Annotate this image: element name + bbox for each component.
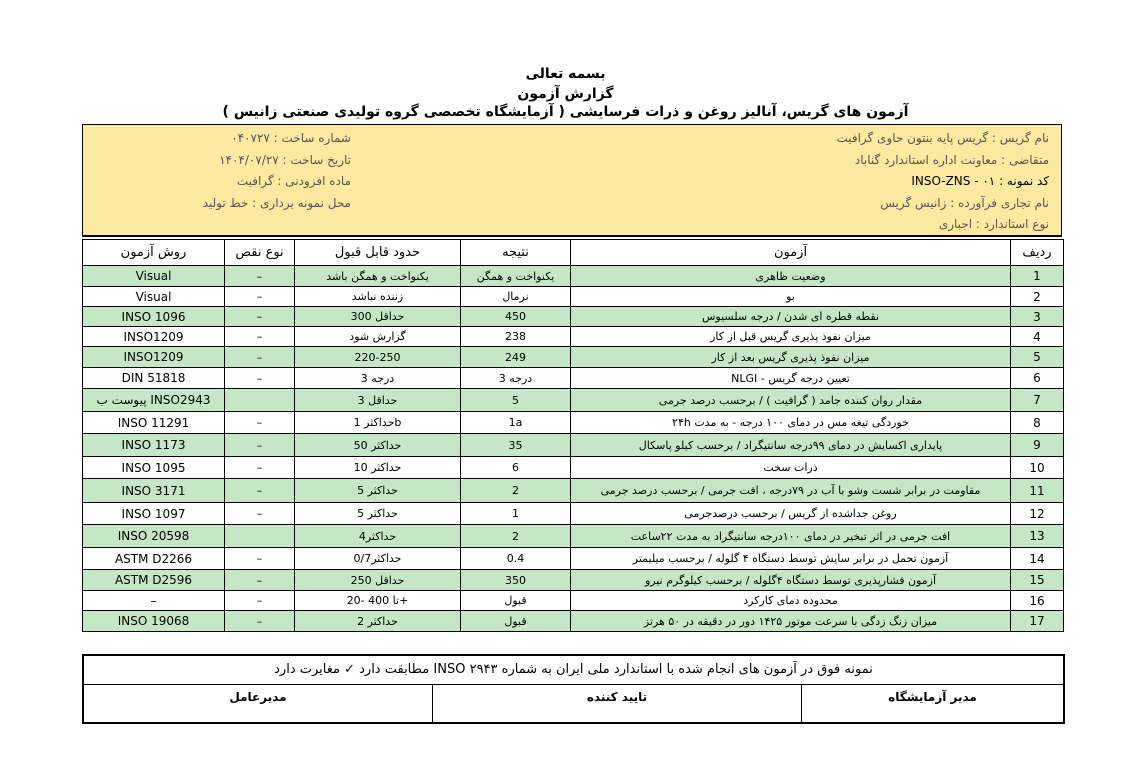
header-result: نتیجه bbox=[461, 240, 571, 266]
cell-test: میزان زنگ زدگی با سرعت موتور ۱۴۲۵ دور در دقیقه در ۵۰ هرتز bbox=[571, 611, 1011, 632]
cell-result: 1a bbox=[461, 412, 571, 434]
cell-method: INSO 20598 bbox=[83, 525, 225, 548]
header-defect: نوع نقص bbox=[225, 240, 295, 266]
cell-method: INSO1209 bbox=[83, 347, 225, 368]
cell-limit: حداکثر4 bbox=[295, 525, 461, 548]
cell-test: مقاومت در برابر شست وشو با آب در ۷۹درجه ، افت جرمی / برحسب درصد جرمی bbox=[571, 479, 1011, 503]
cell-row-number: 1 bbox=[1011, 266, 1064, 287]
cell-defect: – bbox=[225, 287, 295, 307]
info-sampling-location: محل نمونه برداری : خط تولید bbox=[202, 196, 351, 210]
table-row bbox=[83, 347, 1064, 368]
info-applicant: متقاضی : معاونت اداره استاندارد گناباد bbox=[854, 153, 1049, 167]
cell-result: 35 bbox=[461, 434, 571, 457]
cell-defect: – bbox=[225, 503, 295, 525]
sample-info-box bbox=[82, 124, 1062, 237]
cell-limit: حداقل 3 bbox=[295, 389, 461, 412]
cell-limit: حداکثر 5 bbox=[295, 479, 461, 503]
signature-lab-manager: مدیر آزمایشگاه bbox=[888, 690, 977, 704]
cell-limit: یکنواخت و همگن باشد bbox=[295, 266, 461, 287]
cell-method: پیوست ب INSO2943 bbox=[83, 389, 225, 412]
header-line-1: بسمه تعالی bbox=[525, 66, 606, 82]
header-method: روش آزمون bbox=[83, 240, 225, 266]
cell-limit: حداکثر 50 bbox=[295, 434, 461, 457]
table-row bbox=[83, 503, 1064, 525]
table-row bbox=[83, 307, 1064, 327]
header-limit: حدود قابل قبول bbox=[295, 240, 461, 266]
table-row bbox=[83, 368, 1064, 389]
cell-test: مقدار روان کننده جامد ( گرافیت ) / برحسب درصد جرمی bbox=[571, 389, 1011, 412]
cell-defect: – bbox=[225, 479, 295, 503]
cell-limit: زننده نباشد bbox=[295, 287, 461, 307]
table-row bbox=[83, 570, 1064, 591]
cell-limit: درجه 3 bbox=[295, 368, 461, 389]
cell-limit: 20- تا 400+ bbox=[295, 591, 461, 611]
cell-limit: گزارش شود bbox=[295, 327, 461, 347]
cell-defect: – bbox=[225, 347, 295, 368]
cell-defect: – bbox=[225, 412, 295, 434]
cell-defect: – bbox=[225, 611, 295, 632]
cell-defect: – bbox=[225, 457, 295, 479]
cell-limit: حداقل 300 bbox=[295, 307, 461, 327]
cell-limit: حداکثر 1b bbox=[295, 412, 461, 434]
info-brand-name: نام تجاری فرآورده : زانیس گریس bbox=[880, 196, 1049, 210]
cell-limit: حداکثر 10 bbox=[295, 457, 461, 479]
cell-defect bbox=[225, 389, 295, 412]
cell-defect: – bbox=[225, 434, 295, 457]
cell-method: DIN 51818 bbox=[83, 368, 225, 389]
table-row bbox=[83, 389, 1064, 412]
info-standard-type: نوع استاندارد : اجباری bbox=[938, 217, 1049, 231]
header-row-number: ردیف bbox=[1011, 240, 1064, 266]
cell-result: قبول bbox=[461, 591, 571, 611]
cell-result: 249 bbox=[461, 347, 571, 368]
cell-defect: – bbox=[225, 327, 295, 347]
cell-result: قبول bbox=[461, 611, 571, 632]
cell-row-number: 16 bbox=[1011, 591, 1064, 611]
cell-defect: – bbox=[225, 368, 295, 389]
cell-test: خوردگی تیغه مس در دمای ۱۰۰ درجه - به مدت ۲۴h bbox=[571, 412, 1011, 434]
cell-defect: – bbox=[225, 548, 295, 570]
cell-row-number: 9 bbox=[1011, 434, 1064, 457]
cell-test: محدوده دمای کارکرد bbox=[571, 591, 1011, 611]
cell-defect: – bbox=[225, 266, 295, 287]
cell-row-number: 3 bbox=[1011, 307, 1064, 327]
cell-row-number: 5 bbox=[1011, 347, 1064, 368]
signature-ceo: مدیرعامل bbox=[84, 685, 433, 722]
cell-result: 6 bbox=[461, 457, 571, 479]
cell-row-number: 13 bbox=[1011, 525, 1064, 548]
cell-result: 350 bbox=[461, 570, 571, 591]
cell-test: افت جرمی در اثر تبخیر در دمای ۱۰۰درجه سانتیگراد به مدت ۲۲ساعت bbox=[571, 525, 1011, 548]
cell-method: INSO 11291 bbox=[83, 412, 225, 434]
cell-result: 238 bbox=[461, 327, 571, 347]
cell-row-number: 11 bbox=[1011, 479, 1064, 503]
cell-method: ASTM D2596 bbox=[83, 570, 225, 591]
header-line-2: گزارش آزمون bbox=[517, 86, 614, 102]
table-row bbox=[83, 479, 1064, 503]
cell-limit: حداکثر0/7 bbox=[295, 548, 461, 570]
cell-row-number: 17 bbox=[1011, 611, 1064, 632]
cell-limit: حداقل 250 bbox=[295, 570, 461, 591]
cell-test: آزمون فشارپذیری توسط دستگاه ۴گلوله / برحسب کیلوگرم نیرو bbox=[571, 570, 1011, 591]
cell-method: INSO 1097 bbox=[83, 503, 225, 525]
cell-defect: – bbox=[225, 591, 295, 611]
cell-method: Visual bbox=[83, 287, 225, 307]
info-production-date: تاریخ ساخت : ۱۴۰۴/۰۷/۲۷ bbox=[219, 153, 351, 167]
cell-result: 450 bbox=[461, 307, 571, 327]
cell-test: نقطه قطره ای شدن / درجه سلسیوس bbox=[571, 307, 1011, 327]
cell-defect: – bbox=[225, 307, 295, 327]
cell-method: INSO 1096 bbox=[83, 307, 225, 327]
cell-method: Visual bbox=[83, 266, 225, 287]
table-row bbox=[83, 266, 1064, 287]
cell-defect: – bbox=[225, 570, 295, 591]
table-header-row bbox=[83, 240, 1064, 266]
cell-row-number: 6 bbox=[1011, 368, 1064, 389]
cell-row-number: 15 bbox=[1011, 570, 1064, 591]
table-row bbox=[83, 591, 1064, 611]
test-results-table bbox=[82, 239, 1064, 632]
cell-result: 2 bbox=[461, 479, 571, 503]
cell-method: ASTM D2266 bbox=[83, 548, 225, 570]
cell-row-number: 2 bbox=[1011, 287, 1064, 307]
cell-method: INSO 1173 bbox=[83, 434, 225, 457]
cell-row-number: 14 bbox=[1011, 548, 1064, 570]
cell-result: درجه 3 bbox=[461, 368, 571, 389]
cell-method: – bbox=[83, 591, 225, 611]
header-test: آزمون bbox=[571, 240, 1011, 266]
cell-result: 0.4 bbox=[461, 548, 571, 570]
table-row bbox=[83, 327, 1064, 347]
cell-limit: حداکثر 2 bbox=[295, 611, 461, 632]
table-row bbox=[83, 434, 1064, 457]
cell-result: 1 bbox=[461, 503, 571, 525]
table-row bbox=[83, 548, 1064, 570]
cell-method: INSO 19068 bbox=[83, 611, 225, 632]
table-row bbox=[83, 611, 1064, 632]
cell-result: 2 bbox=[461, 525, 571, 548]
cell-test: پایداری اکسایش در دمای ۹۹درجه سانتیگراد / برحسب کیلو پاسکال bbox=[571, 434, 1011, 457]
cell-test: وضعیت ظاهری bbox=[571, 266, 1011, 287]
cell-method: INSO 3171 bbox=[83, 479, 225, 503]
cell-test: میزان نفوذ پذیری گریس بعد از کار bbox=[571, 347, 1011, 368]
cell-result: یکنواخت و همگن bbox=[461, 266, 571, 287]
cell-row-number: 12 bbox=[1011, 503, 1064, 525]
cell-limit: حداکثر 5 bbox=[295, 503, 461, 525]
signature-approver: تایید کننده bbox=[433, 685, 802, 722]
cell-method: INSO 1095 bbox=[83, 457, 225, 479]
cell-test: روغن جداشده از گریس / برحسب درصدجرمی bbox=[571, 503, 1011, 525]
cell-result: نرمال bbox=[461, 287, 571, 307]
cell-row-number: 4 bbox=[1011, 327, 1064, 347]
cell-test: ذرات سخت bbox=[571, 457, 1011, 479]
info-additive: ماده افزودنی : گرافیت bbox=[236, 174, 351, 188]
cell-test: آزمون تحمل در برابر سایش توسط دستگاه ۴ گلوله / برحسب میلیمتر bbox=[571, 548, 1011, 570]
cell-result: 5 bbox=[461, 389, 571, 412]
cell-test: بو bbox=[571, 287, 1011, 307]
cell-limit: 220-250 bbox=[295, 347, 461, 368]
report-footer bbox=[82, 654, 1065, 724]
table-row bbox=[83, 412, 1064, 434]
cell-defect bbox=[225, 525, 295, 548]
report-title: آزمون های گریس، آنالیز روغن و ذرات فرسایشی ( آزمایشگاه تخصصی گروه تولیدی صنعتی زانیس ) bbox=[222, 104, 909, 120]
table-row bbox=[83, 457, 1064, 479]
info-sample-code: کد نمونه : ۰۱ - INSO-ZNS bbox=[911, 174, 1049, 188]
cell-test: میزان نفوذ پذیری گریس قبل از کار bbox=[571, 327, 1011, 347]
cell-row-number: 10 bbox=[1011, 457, 1064, 479]
cell-row-number: 7 bbox=[1011, 389, 1064, 412]
cell-method: INSO1209 bbox=[83, 327, 225, 347]
compliance-statement: نمونه فوق در آزمون های انجام شده با استاندارد ملی ایران به شماره ۲۹۴۳ INSO مطابقت دارد ✓ مغایرت دارد bbox=[84, 656, 1063, 685]
info-batch-number: شماره ساخت : ۰۴۰۷۲۷ bbox=[231, 131, 351, 145]
table-row bbox=[83, 287, 1064, 307]
table-row bbox=[83, 525, 1064, 548]
cell-row-number: 8 bbox=[1011, 412, 1064, 434]
cell-test: تعیین درجه گریس - NLGI bbox=[571, 368, 1011, 389]
info-grease-name: نام گریس : گریس پایه بنتون حاوی گرافیت bbox=[836, 131, 1049, 145]
